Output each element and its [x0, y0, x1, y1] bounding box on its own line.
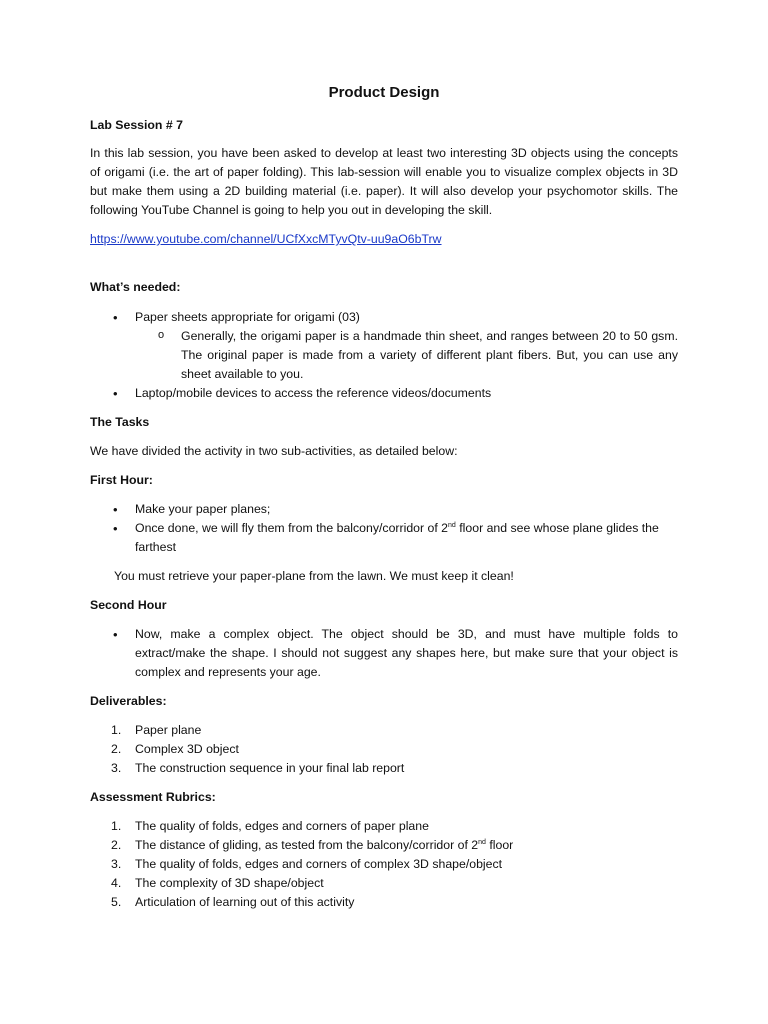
- first-hour-heading: First Hour:: [90, 473, 153, 487]
- list-item-text: Complex 3D object: [135, 742, 239, 756]
- list-item-text: The quality of folds, edges and corners of paper plane: [135, 819, 429, 833]
- list-item: [90, 500, 678, 519]
- whats-needed-heading: What’s needed:: [90, 280, 181, 294]
- list-item-text: Make your paper planes;: [135, 502, 271, 516]
- first-hour-note: You must retrieve your paper-plane from the lawn. We must keep it clean!: [114, 569, 514, 583]
- rubrics-heading: Assessment Rubrics:: [90, 790, 216, 804]
- ordinal-suffix: nd: [478, 839, 486, 846]
- list-item: [90, 740, 678, 759]
- tasks-intro: We have divided the activity in two sub-activities, as detailed below:: [90, 444, 458, 458]
- list-item-text: Laptop/mobile devices to access the reference videos/documents: [135, 386, 492, 400]
- list-item: [90, 384, 678, 403]
- list-number: 4.: [111, 876, 122, 890]
- page-title: Product Design: [328, 84, 440, 101]
- list-item: [90, 817, 678, 836]
- intro-paragraph: In this lab session, you have been asked to develop at least two interesting 3D objects using the concepts of origami (i.e. the art of paper folding). This lab-session will enable you to visualize complex objects in 3D but make them using a 2D building material (i.e. paper). It will also develop your psychomotor skills. The following YouTube Channel is going to help you out in developing the skill.: [90, 146, 678, 217]
- list-item-text: Articulation of learning out of this activity: [135, 895, 355, 909]
- list-item: [90, 855, 678, 874]
- list-item: [90, 519, 678, 557]
- list-number: 1.: [111, 819, 122, 833]
- lab-session-label: Lab Session # 7: [90, 118, 183, 132]
- tasks-heading: The Tasks: [90, 415, 150, 429]
- ordinal-suffix: nd: [448, 522, 456, 529]
- rubrics-list: [90, 817, 678, 912]
- deliverables-heading: Deliverables:: [90, 694, 167, 708]
- list-item: [90, 308, 678, 327]
- list-number: 3.: [111, 761, 122, 775]
- list-item-text: The quality of folds, edges and corners of complex 3D shape/object: [135, 857, 503, 871]
- document-body: [90, 80, 678, 912]
- list-number: 2.: [111, 838, 122, 852]
- list-item: [90, 759, 678, 778]
- deliverables-list: [90, 721, 678, 778]
- list-number: 3.: [111, 857, 122, 871]
- list-item-text: Paper plane: [135, 723, 202, 737]
- first-hour-list: [90, 500, 678, 557]
- sub-list-item: [90, 327, 678, 384]
- list-item: [90, 874, 678, 893]
- second-hour-heading: Second Hour: [90, 598, 167, 612]
- whats-needed-list: [90, 308, 678, 403]
- list-item: [90, 836, 678, 855]
- list-item-text: floor and see whose plane glides the farthest: [135, 521, 659, 554]
- list-item-text: Generally, the origami paper is a handmade thin sheet, and ranges between 20 to 50 gsm. The original paper is made from a variety of different plant fibers. But, you can use any sheet available to you.: [181, 329, 678, 381]
- list-number: 2.: [111, 742, 122, 756]
- second-hour-list: [90, 625, 678, 682]
- youtube-channel-link[interactable]: https://www.youtube.com/channel/UCfXxcMTyvQtv-uu9aO6bTrw: [90, 232, 442, 246]
- list-item: [90, 721, 678, 740]
- list-item-text: floor: [485, 838, 514, 852]
- list-item-text: Now, make a complex object. The object should be 3D, and must have multiple folds to extract/make the shape. I should not suggest any shapes here, but make sure that your object is complex and represents your age.: [135, 627, 678, 679]
- list-item-text: The construction sequence in your final lab report: [135, 761, 405, 775]
- list-number: 1.: [111, 723, 122, 737]
- list-number: 5.: [111, 895, 122, 909]
- list-item-text: Once done, we will fly them from the balcony/corridor of 2: [135, 521, 449, 535]
- list-item: [90, 893, 678, 912]
- list-item-text: Paper sheets appropriate for origami (03): [135, 310, 360, 324]
- list-item-text: The complexity of 3D shape/object: [135, 876, 324, 890]
- list-item: [90, 625, 678, 682]
- list-item-text: The distance of gliding, as tested from the balcony/corridor of 2: [135, 838, 479, 852]
